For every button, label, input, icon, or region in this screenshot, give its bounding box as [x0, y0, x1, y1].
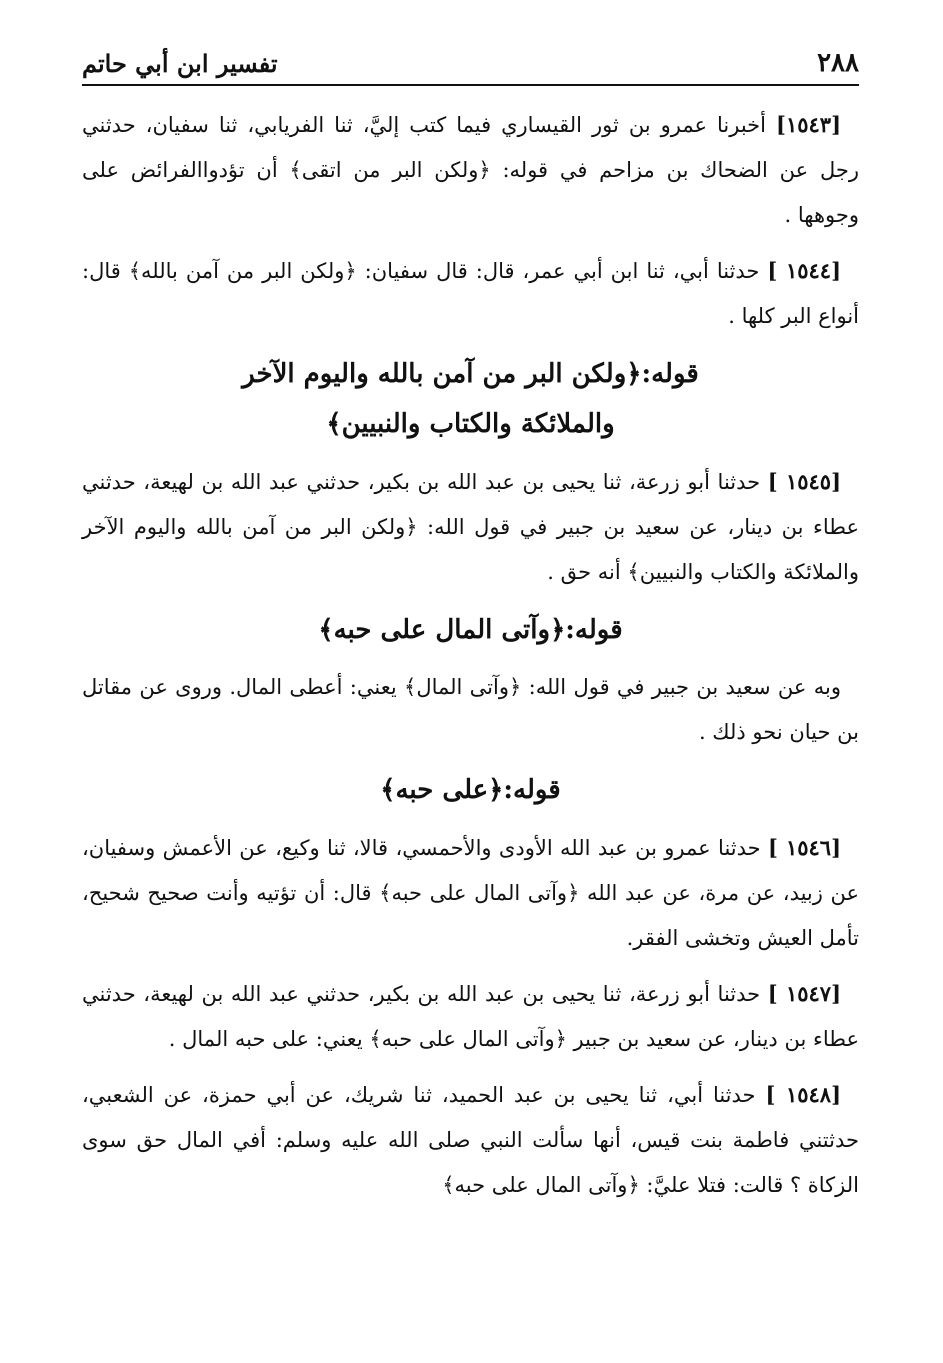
paragraph-1548	[82, 1072, 859, 1208]
narration-text: حدثنا أبي، ثنا ابن أبي عمر، قال: قال سفيان: ﴿ولكن البر من آمن بالله﴾ قال: أنواع البر كلها .	[82, 259, 859, 328]
section-heading-line: والملائكة والكتاب والنبيين﴾	[326, 409, 615, 439]
narration-number: [١٥٤٧ ]	[767, 981, 841, 1006]
section-heading-3: قوله:﴿على حبه﴾	[380, 775, 561, 805]
section-heading-2: قوله:﴿وآتى المال على حبه﴾	[318, 615, 623, 645]
narration-text: أخبرنا عمرو بن ثور القيساري فيما كتب إليَّ، ثنا الفريابي، ثنا سفيان، حدثني رجل عن الضحاك بن مزاحم في قوله: ﴿ولكن البر من اتقى﴾ أن تؤدواالفرائض على وجوهها .	[82, 113, 859, 227]
narration-text: حدثنا أبي، ثنا يحيى بن عبد الحميد، ثنا شريك، عن أبي حمزة، عن الشعبي، حدثتني فاطمة بنت قيس، أنها سألت النبي صلى الله عليه وسلم: أفي المال حق سوى الزكاة ؟ قالت: فتلا عليَّ: ﴿وآتى المال على حبه﴾	[82, 1083, 859, 1197]
narration-number: [١٥٤٥ ]	[767, 469, 841, 494]
paragraph-1545	[82, 459, 859, 595]
narration-number: [١٥٤٦ ]	[768, 835, 841, 860]
narration-number: [١٥٤٨ ]	[765, 1082, 841, 1107]
book-title: تفسير ابن أبي حاتم	[82, 49, 278, 78]
page-number: ٢٨٨	[817, 48, 859, 78]
narration-text: حدثنا عمرو بن عبد الله الأودى والأحمسي، قالا، ثنا وكيع، عن الأعمش وسفيان، عن زبيد، عن مرة، عن عبد الله ﴿وآتى المال على حبه﴾ قال: أن تؤتيه وأنت صحيح شحيح، تأمل العيش وتخشى الفقر.	[82, 836, 859, 950]
paragraph-1544	[82, 248, 859, 339]
paragraph-1546	[82, 825, 859, 961]
paragraph-1547	[82, 971, 859, 1062]
narration-number: [١٥٤٣]	[776, 112, 841, 137]
paragraph-1543	[82, 102, 859, 238]
section-heading-1	[82, 349, 859, 449]
page-header	[82, 38, 859, 86]
narration-text: وبه عن سعيد بن جبير في قول الله: ﴿وآتى المال﴾ يعني: أعطى المال. وروى عن مقاتل بن حيان نحو ذلك .	[82, 675, 859, 744]
section-heading-line: قوله:﴿ولكن البر من آمن بالله واليوم الآخر	[242, 359, 699, 389]
narration-number: [١٥٤٤ ]	[767, 258, 842, 283]
narration-text: حدثنا أبو زرعة، ثنا يحيى بن عبد الله بن بكير، حدثني عبد الله بن لهيعة، حدثني عطاء بن دينار، عن سعيد بن جبير في قول الله: ﴿ولكن البر من آمن بالله واليوم الآخر والملائكة والكتاب والنبيين﴾ أنه حق .	[82, 470, 859, 584]
page-content	[82, 102, 859, 1208]
narration-text: حدثنا أبو زرعة، ثنا يحيى بن عبد الله بن بكير، حدثني عبد الله بن لهيعة، حدثني عطاء بن دينار، عن سعيد بن جبير ﴿وآتى المال على حبه﴾ يعني: على حبه المال .	[82, 982, 859, 1051]
paragraph-wabihi	[82, 665, 859, 755]
